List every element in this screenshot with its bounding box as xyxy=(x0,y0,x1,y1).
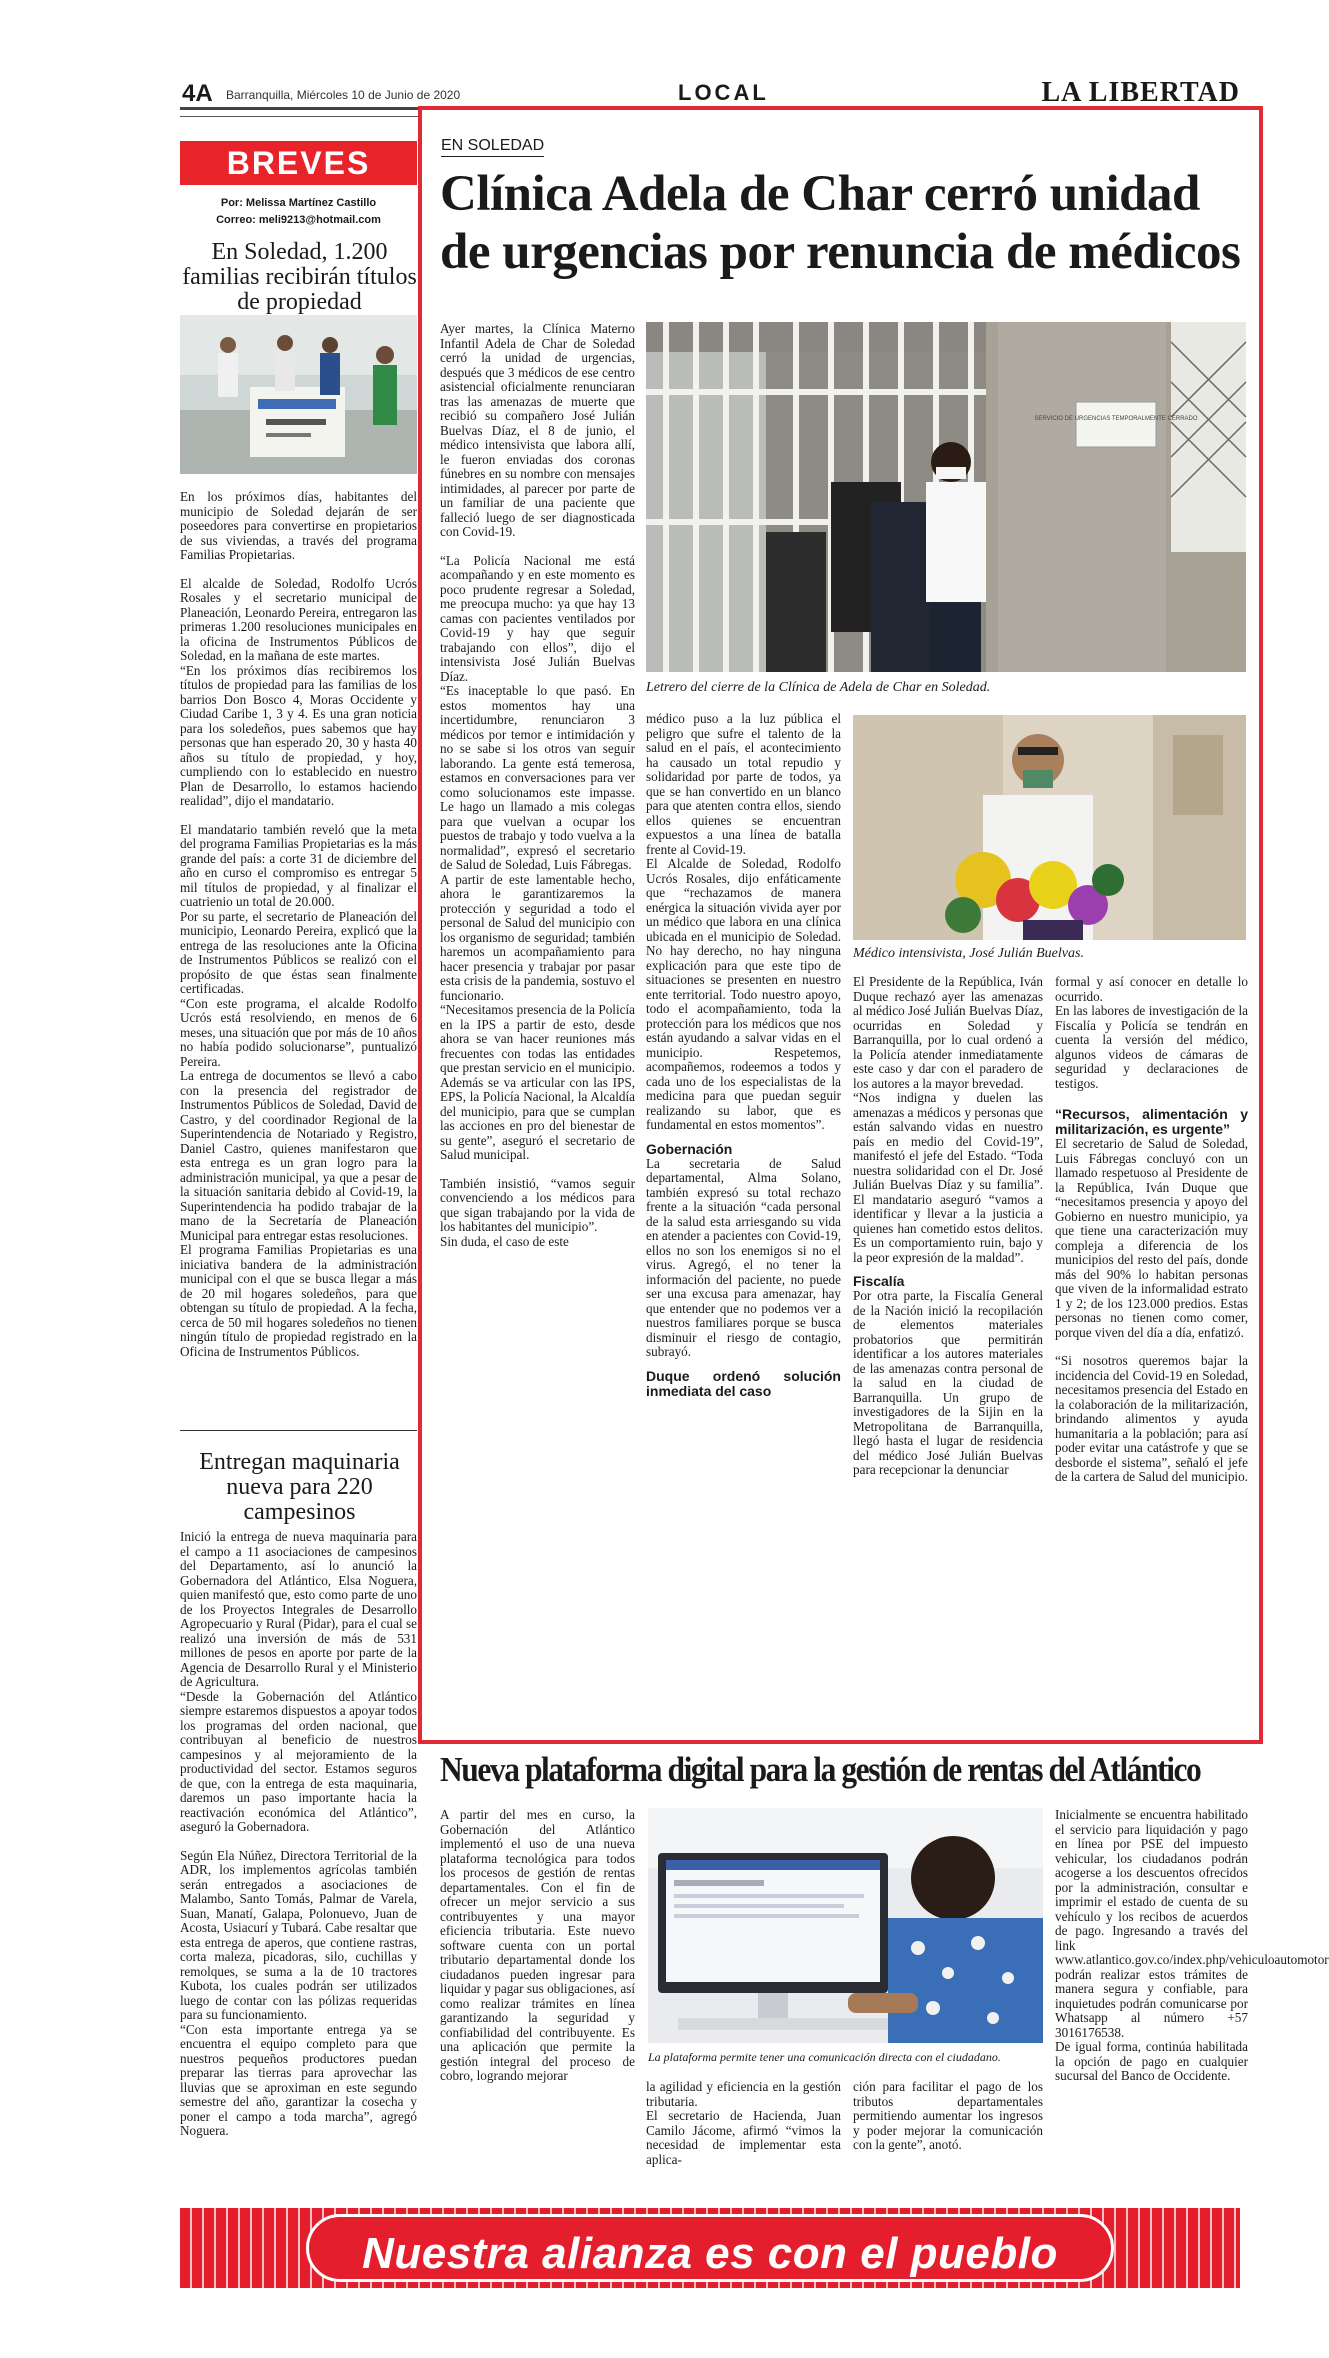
subhead-recursos: “Recursos, alimentación y militarización, es urgente” xyxy=(1055,1106,1248,1137)
breves-story1-body xyxy=(180,490,417,1410)
breves-byline xyxy=(180,195,417,229)
subhead-fiscalia: Fiscalía xyxy=(853,1273,905,1289)
paragraph: El Alcalde de Soledad, Rodolfo Ucrós Rosales, dijo enfáticamente que “rechazamos de manera enérgica la situación vivida ayer por un médico que labora en una clínica ubicada en el municipio de Soledad. No hay derecho, no hay ninguna explicación para que este tipo de situaciones se presenten en nuestro ente territorial. Todo nuestro apoyo, todo el acompañamiento, toda la protección para los médicos que nos están ayudando a salvar vidas en el municipio. Respetemos, acompañemos, rodeemos a todos y cada uno de los especialistas de la medicina para que puedan seguir realizando su labor, que es fundamental en estos momentos”. xyxy=(646,856,841,1132)
breves-story2-headline: Entregan maquinaria nueva para 220 campesinos xyxy=(199,1449,400,1525)
paragraph: ción para facilitar el pago de los tributos departamentales permitiendo aumentar los ingresos y poder mejorar la comunicación con la gente”, anotó. xyxy=(853,2079,1043,2152)
author-line: Por: Melissa Martínez Castillo xyxy=(220,197,377,209)
second-headline: Nueva plataforma digital para la gestión de rentas del Atlántico xyxy=(440,1750,1201,1789)
paragraph: Inicialmente se encuentra habilitado el servicio para liquidación y pago en línea por PSE del impuesto vehicular, los ciudadanos podrán acogerse a los descuentos ofrecidos por la administración, consultar e imprimir el estado de cuenta de su vehículo y los recibos de acuerdos de pago. Ingresando a través del link www.atlantico.gov.co/index.php/vehiculoautomotor podrán realizar estos trámites de manera segura y confiable, para inquietudes podrán comunicarse por Whatsapp al número +57 3016176538. xyxy=(1055,1807,1329,2040)
breves-photo-title-deeds xyxy=(180,315,417,474)
second-col-4 xyxy=(1055,1807,1329,2198)
digital-platform-photo xyxy=(648,1808,1043,2043)
clinic-closure-photo xyxy=(646,322,1246,672)
page-date: Barranquilla, Miércoles 10 de Junio de 2020 xyxy=(226,88,461,102)
subhead-gobernacion: Gobernación xyxy=(646,1140,733,1157)
main-kicker: EN SOLEDAD xyxy=(441,137,544,157)
main-col-2 xyxy=(646,712,841,1727)
paragraph: “La Policía Nacional me está acompañando y en este momento es poco prudente regresar a Soledad, me preocupa mucho: ya que hay 13 camas con pacientes ventilados por Covid-19 y hay que seguir trabajando con ellos”, dijo el intensivista José Julián Buelvas Díaz. xyxy=(440,552,635,684)
paragraph: la agilidad y eficiencia en la gestión tributaria. xyxy=(646,2079,841,2109)
banner-slogan: Nuestra alianza es con el pueblo xyxy=(362,2229,1058,2278)
paragraph: Inició la entrega de nueva maquinaria para el campo a 11 asociaciones de campesinos del Departamento, así lo anunció la Gobernadora del Atlántico, Elsa Noguera, quien manifestó que, esto como parte de uno de los Proyectos Integrales de Desarrollo Agropecuario y Rural (Pidar), para el cual se realizó una inversión de más de 531 millones de pesos en aporte por parte de la Agencia de Desarrollo Rural y el Ministerio de Agricultura. xyxy=(180,1529,417,1689)
doctor-portrait-photo xyxy=(853,715,1246,940)
paragraph: Sin duda, el caso de este xyxy=(440,1233,569,1249)
paragraph: El programa Familias Propietarias es una iniciativa bandera de la administración municipal con el que se busca llegar a más de 20 mil hogares soledeños, para que obtengan su título de propiedad. A la fecha, cerca de 50 mil hogares soledeños no tienen ningún título de propiedad registrado en la Oficina de Instrumentos Públicos. xyxy=(180,1242,417,1359)
masthead: LA LIBERTAD xyxy=(1041,77,1240,108)
second-col-2 xyxy=(646,2080,841,2195)
paragraph: En las labores de investigación de la Fiscalía y Policía se tendrán en cuenta la versión del médico, algunos videos de cámaras de seguridad y declaraciones de testigos. xyxy=(1055,1003,1248,1091)
paragraph: “Es inaceptable lo que pasó. En estos momentos hay una incertidumbre, renunciaron 3 médicos por temor e intimidación y no se sabe si los otros van seguir laborando. La gente está temerosa, estamos en conversaciones para ver como solucionamos este impasse. Le hago un llamado a mis colegas para que vuelvan a ocupar los puestos de trabajo y todo vuelva a la normalidad”, expresó el secretario de Salud de Soledad, Luis Fábregas. xyxy=(440,683,635,872)
paragraph: A partir del mes en curso, la Gobernación del Atlántico implementó el uso de una nueva plataforma tecnológica para todos los procesos de gestión de rentas departamentales. Con el fin de ofrecer un mejor servicio a sus contribuyentes y una mayor eficiencia tributaria. Este nuevo software cuenta con un portal tributario departamental donde los ciudadanos pueden ingresar para liquidar y pagar sus obligaciones, así como realizar trámites en línea garantizando la seguridad y confiabilidad del contribuyente. Es una aplicación que permite la gestión integral del proceso de cobro, logrando mejorar xyxy=(440,1807,635,2083)
paragraph: formal y así conocer en detalle lo ocurrido. xyxy=(1055,974,1248,1004)
page-header xyxy=(180,76,1240,110)
main-col-1 xyxy=(440,322,635,1727)
breves-divider xyxy=(180,1430,417,1431)
banner-pill xyxy=(306,2214,1114,2282)
paragraph: “Necesitamos presencia de la Policía en la IPS a partir de esto, desde ahora se van hacer reuniones más frecuentes con todas las entidades que prestan servicio en el municipio. Además se va articular con las IPS, EPS, la Policía Nacional, la Alcaldía del municipio, para que se cumplan las acciones en pro del bienestar de su gente”, aseguró el secretario de Salud municipal. xyxy=(440,1002,635,1162)
doctor-photo-caption: Médico intensivista, José Julián Buelvas. xyxy=(853,946,1084,961)
main-col-3 xyxy=(853,975,1043,1727)
breves-story1-headline: En Soledad, 1.200 familias recibirán títulos de propiedad xyxy=(182,239,417,315)
breves-title: BREVES xyxy=(180,141,417,185)
paragraph: El secretario de Hacienda, Juan Camilo Jácome, afirmó “vimos la necesidad de implementar esta aplica- xyxy=(646,2108,841,2167)
paragraph: “Nos indigna y duelen las amenazas a médicos y personas que están salvando vidas en nuestro país en medio del Covid-19”, manifestó el jefe del Estado. “Toda nuestra solidaridad con el Dr. José Julián Buelvas Díaz y su familia”. El mandatario aseguró “vamos a identificar y llevar a la justicia a quienes han cometido estos delitos. Es un comportamiento ruin, bajo y la peor expresión de la maldad”. xyxy=(853,1090,1043,1265)
paragraph: La secretaria de Salud departamental, Alma Solano, también expresó su total rechazo frente a la situación “cada personal de la salud esta arriesgando su vida en atender a pacientes con Covid-19, ellos no son los enemigos si no el virus. Agregó, el no tener la información del paciente, no puede ser una excusa para amenazar, hay que entender que no podemos ver a nuestros familiares porque se busca disminuir el riesgo de contagio, subrayó. xyxy=(646,1155,841,1359)
paragraph: El secretario de Salud de Soledad, Luis Fábregas concluyó con un llamado respetuoso al Presidente de la República, Iván Duque que “necesitamos presencia y apoyo del Gobierno en nuestro municipio, ya que tiene una caracterización muy compleja a diferencia de los municipios del resto del país, donde más del 90% lo habitan personas que viven de la informalidad estrato 1 y 2; de los 123.000 predios. Estas personas no tienen como comer, porque viven del día a día, enfatizó. xyxy=(1055,1136,1248,1340)
platform-photo-caption: La plataforma permite tener una comunicación directa con el ciudadano. xyxy=(648,2050,1001,2064)
main-col-4 xyxy=(1055,975,1248,1727)
paragraph: “Con este programa, el alcalde Rodolfo Ucrós está resolviendo, en menos de 6 meses, una situación que por más de 10 años no había podido solucionarse”, puntualizó Pereira. xyxy=(180,995,417,1069)
closure-sign-text: SERVICIO DE URGENCIAS TEMPORALMENTE CERRADO xyxy=(1034,416,1198,422)
main-headline: Clínica Adela de Char cerró unidad de urgencias por renuncia de médicos xyxy=(440,166,1241,280)
paragraph: El Presidente de la República, Iván Duque rechazó ayer las amenazas al médico José Julián Buelvas Díaz, ocurridas en Soledad y Barranquilla, por lo cual ordenó a la Policía atender inmediatamente este caso y dar con el paradero de los autores a la mayor brevedad. xyxy=(853,974,1043,1091)
paragraph: Según Ela Núñez, Directora Territorial de la ADR, los implementos agrícolas también serán entregados a asociaciones de Malambo, Santo Tomás, Palmar de Varela, Suan, Manatí, Galapa, Polonuevo, Juan de Acosta, Usiacurí y Tubará. Cabe resaltar que esta entrega de aperos, que contiene rastras, corta maleza, picadoras, silo, cuchillas y remolques, se suma a la de 10 tractores Kubota, los cuales podrán ser utilizados luego de contar con las pólizas requeridas para su funcionamiento. xyxy=(180,1847,417,2022)
page-number: 4A xyxy=(182,80,213,107)
email-line: Correo: meli9213@hotmail.com xyxy=(216,214,381,226)
paragraph: Ayer martes, la Clínica Materno Infantil Adela de Char de Soledad cerró la unidad de urgencias, después que 3 médicos de ese centro asistencial oficialmente renunciaran tras las amenazas de muerte que recibió su compañero José Julián Buelvas Díaz, el 8 de junio, el médico intensivista que labora allí, le fueron enviadas dos coronas fúnebres en su nombre con mensajes intimidades, al parecer por parte de un familiar de una paciente que falleció luego de ser diagnosticada con Covid-19. xyxy=(440,321,635,539)
breves-story2-body xyxy=(180,1530,417,2190)
clinic-photo-caption: Letrero del cierre de la Clínica de Adela de Char en Soledad. xyxy=(646,680,991,695)
paragraph: La entrega de documentos se llevó a cabo con la presencia del registrador de Instrumentos Públicos de Soledad, David de Castro, y del coordinador Regional de la Superintendencia de Notariado y Registro, Daniel Castro, quienes manifestaron que esta entrega es un gran logro para la administración municipal, ya que a pesar de la situación sanitaria debido al Covid-19, la Superintendencia ha podido trabajar de la mano de la Secretaría de Planeación Municipal para entregar estas resoluciones. xyxy=(180,1068,417,1243)
paragraph: De igual forma, continúa habilitada la opción de pago en cualquier sucursal del Banco de Occidente. xyxy=(1055,2039,1248,2083)
paragraph: También insistió, “vamos seguir convenciendo a los médicos para que sigan trabajando por la vida de los habitantes del municipio”. xyxy=(440,1175,635,1234)
paragraph: “En los próximos días recibiremos los títulos de propiedad para las familias de los barrios Don Bosco 4, Moras Occidente y Ciudad Caribe 1, 3 y 4. Es una gran noticia para los soledeños, pues sabemos que hay personas que han esperado 20, 30 y hasta 40 años su título de propiedad, y hoy, cumpliendo con lo establecido en nuestro Plan de Desarrollo, lo estamos haciendo realidad”, dijo el mandatario. xyxy=(180,662,417,808)
header-rule xyxy=(180,116,420,117)
second-col-1 xyxy=(440,1808,635,2198)
bottom-banner xyxy=(180,2208,1240,2288)
paragraph: Por su parte, el secretario de Planeación del municipio, Leonardo Pereira, explicó que la entrega de las resoluciones ante la Oficina de Instrumentos Públicos se realizó con el propósito de que éstas sean finalmente certificadas. xyxy=(180,908,417,996)
paragraph: En los próximos días, habitantes del municipio de Soledad dejarán de ser poseedores para convertirse en propietarios de sus viviendas, a través del programa Familias Propietarias. xyxy=(180,489,417,562)
paragraph: “Si nosotros queremos bajar la incidencia del Covid-19 en Soledad, necesitamos presencia del Estado en la colaboración de la militarización, brindando alimentos y ayuda humanitaria a la población; para así poder evitar una catástrofe y que se desborde el sistema”, señaló el jefe de la cartera de Salud del municipio. xyxy=(1055,1353,1248,1484)
paragraph: Por otra parte, la Fiscalía General de la Nación inició la recopilación de elementos materiales probatorios que permitirán identificar a los autores materiales de las amenazas contra personal de la salud en la ciudad de Barranquilla. Un grupo de investigadores de la Sijin en la Metropolitana de Barranquilla, llegó hasta el lugar de residencia del médico José Julián Buelvas para recepcionar la denunciar xyxy=(853,1288,1043,1477)
paragraph: “Desde la Gobernación del Atlántico siempre estaremos dispuestos a apoyar todos los programas del orden nacional, que contribuyan al beneficio de nuestros campesinos y al mejoramiento de la productividad del sector. Estamos seguros de que, con la entrega de esta maquinaria, daremos un paso importante hacia la reactivación económica del Atlántico”, aseguró la Gobernadora. xyxy=(180,1688,417,1834)
paragraph: A partir de este lamentable hecho, ahora le garantizaremos la protección y seguridad a todo el personal de Salud del municipio con los organismo de seguridad; también haremos un acompañamiento para hacer presencia y trabajar por pasar esta crisis de la pandemia, sostuvo el funcionario. xyxy=(440,871,635,1003)
paragraph: El alcalde de Soledad, Rodolfo Ucrós Rosales y el secretario municipal de Planeación, Leonardo Pereira, entregaron las primeras 1.200 resoluciones municipales en la oficina de Instrumentos Públicos de Soledad, en la mañana de este martes. xyxy=(180,575,417,663)
paragraph: El mandatario también reveló que la meta del programa Familias Propietarias es la más grande del país: a corte 31 de diciembre del año en curso el compromiso es entregar 5 mil títulos de propiedad, y al finalizar el cuatrienio un total de 20.000. xyxy=(180,821,417,909)
second-col-3 xyxy=(853,2080,1043,2195)
paragraph: “Con esta importante entrega ya se encuentra el equipo completo para que nuestros pequeños productores puedan preparar las tierras para aprovechar las lluvias que se aproximan en este segundo semestre del año, garantizar la cosecha y poner el campo a toda marcha”, agregó Noguera. xyxy=(180,2021,417,2138)
section-name: LOCAL xyxy=(678,80,769,105)
paragraph: médico puso a la luz pública el peligro que sufre el talento de la salud en el país, el acontecimiento ha causado un total repudio y solidaridad por parte de todos, ya que se han convertido en un blanco para que atenten contra ellos, siendo ellos quienes se encuentran expuestos a una línea de batalla frente al Covid-19. xyxy=(646,711,841,857)
subhead-duque: Duque ordenó solución inmediata del caso xyxy=(646,1367,841,1399)
